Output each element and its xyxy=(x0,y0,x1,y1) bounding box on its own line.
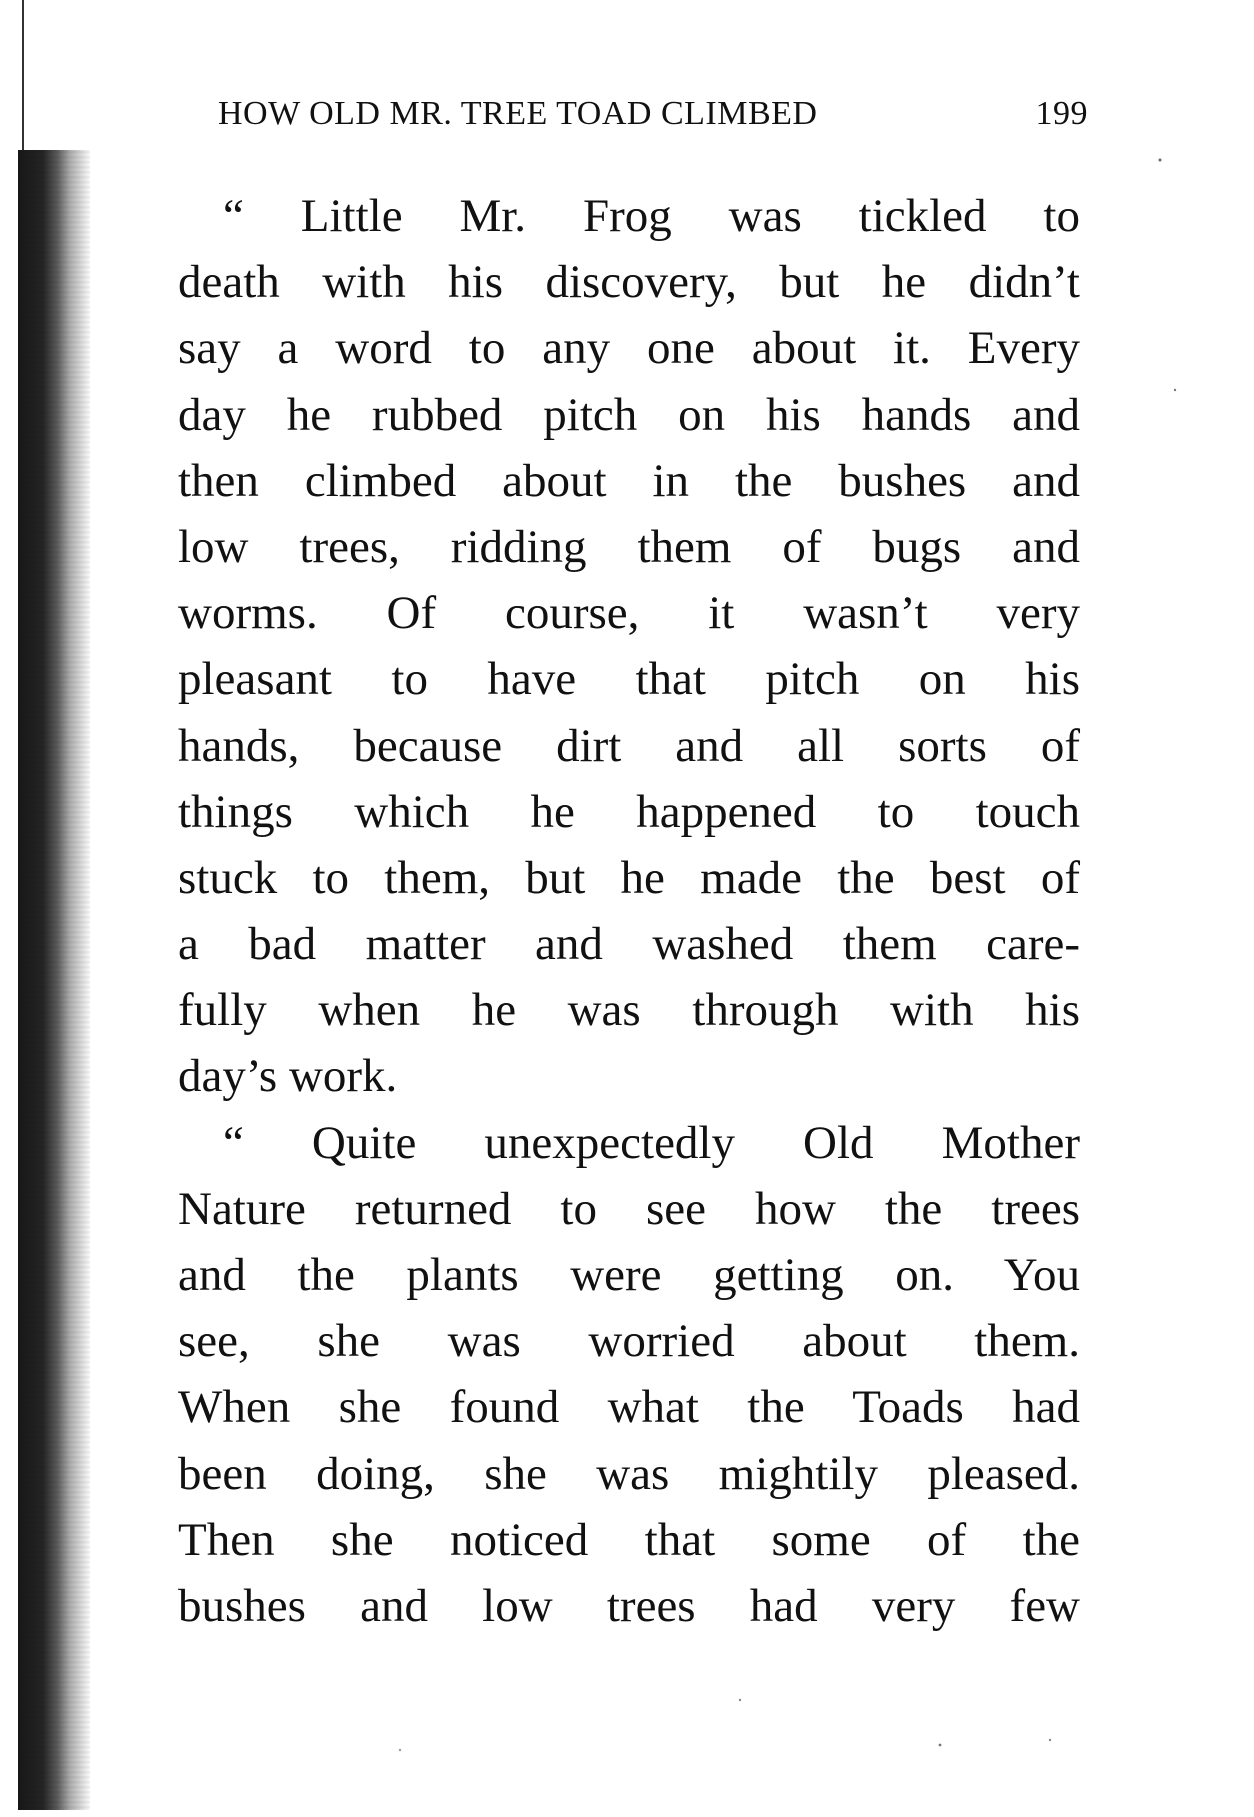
text-line: things which he happened to touch xyxy=(178,785,1080,838)
running-head xyxy=(218,95,1088,139)
chapter-title: HOW OLD MR. TREE TOAD CLIMBED xyxy=(218,95,818,132)
text-line: death with his discovery, but he didn’t xyxy=(178,256,1080,309)
text-line: “ Quite unexpectedly Old Mother xyxy=(223,1116,1080,1169)
text-line: been doing, she was mightily pleased. xyxy=(178,1447,1080,1500)
text-line: day’s work. xyxy=(178,1050,398,1103)
text-line: say a word to any one about it. Every xyxy=(178,322,1080,375)
gutter-edge xyxy=(22,0,24,150)
text-line: day he rubbed pitch on his hands and xyxy=(178,388,1080,441)
body-text xyxy=(178,183,1080,1639)
text-line: Then she noticed that some of the xyxy=(178,1513,1080,1566)
gutter-scan-shadow xyxy=(18,150,90,1810)
text-line: Nature returned to see how the trees xyxy=(178,1182,1080,1235)
paragraph xyxy=(178,183,1080,1110)
text-line: and the plants were getting on. You xyxy=(178,1249,1080,1301)
text-line: then climbed about in the bushes and xyxy=(178,454,1080,507)
text-line: hands, because dirt and all sorts of xyxy=(178,719,1080,772)
text-line: “ Little Mr. Frog was tickled to xyxy=(223,190,1080,242)
text-line: see, she was worried about them. xyxy=(178,1315,1080,1368)
text-line: When she found what the Toads had xyxy=(178,1381,1080,1434)
text-line: stuck to them, but he made the best of xyxy=(178,851,1080,904)
text-line: worms. Of course, it wasn’t very xyxy=(178,587,1080,640)
text-line: a bad matter and washed them care- xyxy=(178,918,1080,971)
page-number: 199 xyxy=(1035,95,1088,132)
text-line: fully when he was through with his xyxy=(178,984,1080,1037)
text-line: low trees, ridding them of bugs and xyxy=(178,520,1080,573)
text-line: pleasant to have that pitch on his xyxy=(178,653,1080,706)
text-line: bushes and low trees had very few xyxy=(178,1579,1080,1632)
paragraph xyxy=(178,1110,1080,1640)
